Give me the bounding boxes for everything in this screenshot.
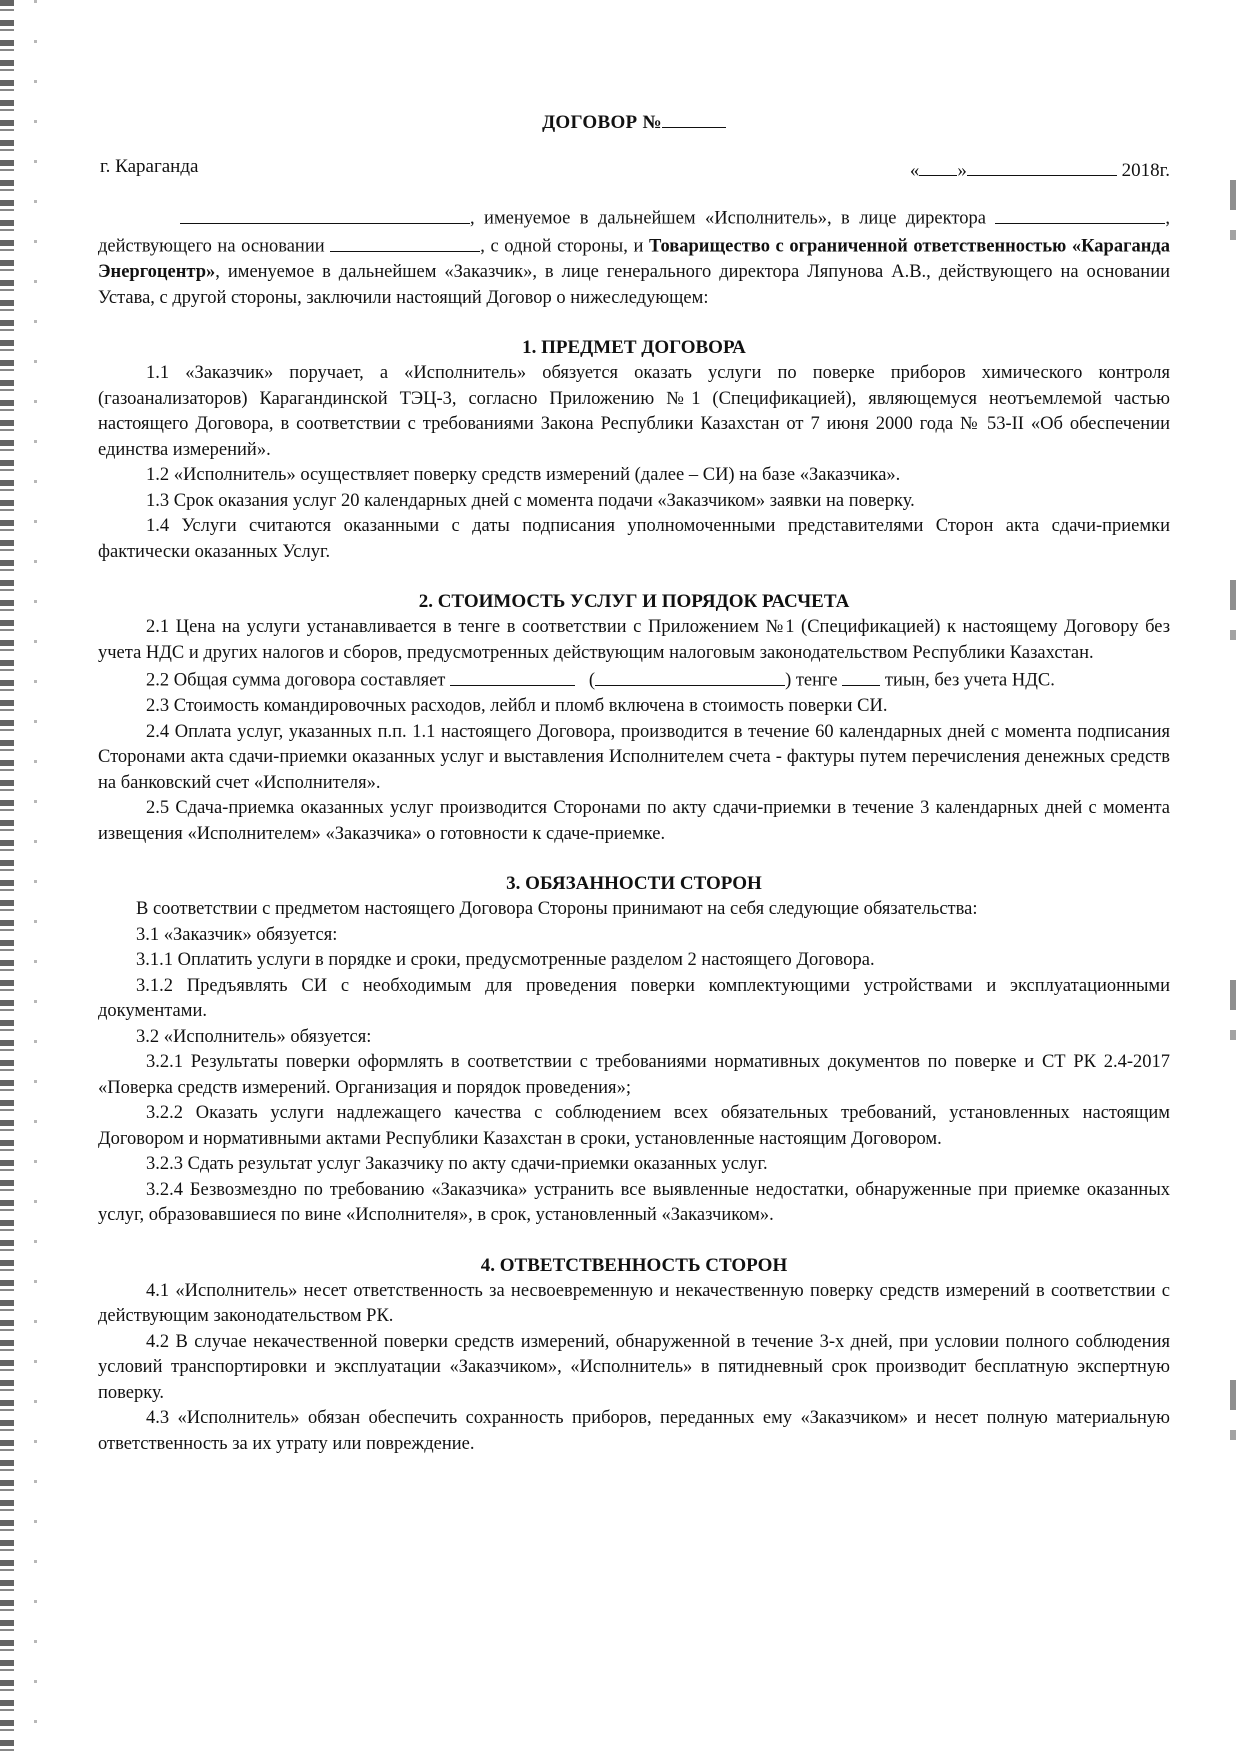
clause-2-2-text-a: 2.2 Общая сумма договора составляет [146,670,446,691]
total-amount-blank [450,666,575,686]
clause-2-2-open-paren: ( [588,670,596,691]
clause-4-2: 4.2 В случае некачественной поверки средств измерений, обнаруженной в течение 3-х дней, при условии полного соблюдения условий транспортировки и эксплуатации «Заказчиком», «Исполнитель» в пятидневный срок производит бесплатную экспертную поверку. [98,1331,1170,1403]
clause-3-2-1: 3.2.1 Результаты поверки оформлять в соответствии с требованиями нормативных документов по поверке и СТ РК 2.4-2017 «Поверка средств измерений. Организация и порядок проведения»; [98,1052,1170,1098]
contract-city: г. Караганда [100,156,199,177]
clause-2-3: 2.3 Стоимость командировочных расходов, лейбл и пломб включена в стоимость поверки СИ. [146,696,888,716]
date-year: 2018г. [1121,160,1170,181]
clause-3-2-2: 3.2.2 Оказать услуги надлежащего качества с соблюдением всех обязательных требований, установленных настоящим Договором и нормативными актами Республики Казахстан в сроки, установленные настоящим Договором. [98,1103,1170,1149]
section-3-intro: В соответствии с предметом настоящего Договора Стороны принимают на себя следующие обязательства: [136,899,978,919]
clause-1-1: 1.1 «Заказчик» поручает, а «Исполнитель» обязуется оказать услуги по поверке приборов химического контроля (газоанализаторов) Карагандинской ТЭЦ-3, согласно Приложению №1 (Спецификацией), являющемуся неотъемлемой частью настоящего Договора, в соответствии с требованиями Закона Республики Казахстан от 7 июня 2000 года № 53-II «Об обеспечении единства измерений». [98,363,1170,460]
month-blank [967,156,1117,176]
contract-header [98,156,1170,182]
date-open-quote: « [909,160,920,181]
contract-title-text: ДОГОВОР № [542,112,662,133]
preamble-part3: , с одной стороны, и [480,236,644,257]
tiyn-blank [842,666,880,686]
contract-date [910,156,1170,182]
clause-3-2: 3.2 «Исполнитель» обязуется: [136,1026,372,1047]
preamble-part4: , именуемое в дальнейшем «Заказчик», в лице генерального директора Ляпунова А.В., действующего на основании Устава, с другой стороны, заключили настоящий Договор о нижеследующем: [98,262,1170,308]
director-name-blank [995,204,1165,224]
amount-in-words-blank [595,666,785,686]
clause-2-1: 2.1 Цена на услуги устанавливается в тенге в соответствии с Приложением №1 (Спецификацией) к настоящему Договору без учета НДС и других налогов и сборов, предусмотренных действующим налоговым законодательством Республики Казахстан. [98,617,1170,663]
clause-1-2: 1.2 «Исполнитель» осуществляет поверку средств измерений (далее – СИ) на базе «Заказчика». [146,465,901,485]
scan-edge-artifact-right [1230,0,1236,1754]
clause-3-2-4: 3.2.4 Безвозмездно по требованию «Заказчика» устранить все выявленные недостатки, обнаруженные при приемке оказанных услуг, образовавшиеся по вине «Исполнителя», в срок, установленный «Заказчиком». [98,1179,1170,1225]
section-1-title: 1. ПРЕДМЕТ ДОГОВОРА [522,337,746,358]
scan-edge-artifact [0,0,14,1754]
clause-2-2 [98,666,1170,694]
clause-2-5: 2.5 Сдача-приемка оказанных услуг производится Сторонами по акту сдачи-приемки в течение 3 календарных дней с момента извещения «Исполнителем» «Заказчика» о готовности к сдаче-приемке. [98,798,1170,844]
clause-1-3: 1.3 Срок оказания услуг 20 календарных дней с момента подачи «Заказчиком» заявки на поверку. [146,490,915,511]
preamble [98,204,1170,311]
section-3-title: 3. ОБЯЗАННОСТИ СТОРОН [506,873,762,894]
clause-3-1: 3.1 «Заказчик» обязуется: [136,924,338,945]
customer-company-name: Товарищество с ограниченной ответственностью «Караганда Энергоцентр» [98,236,1170,282]
clause-1-4: 1.4 Услуги считаются оказанными с даты подписания уполномоченными представителями Сторон акта сдачи-приемки фактически оказанных Услуг. [98,516,1170,562]
contract-number-blank [662,108,726,128]
clause-3-1-2: 3.1.2 Предъявлять СИ с необходимым для проведения поверки комплектующими устройствами и эксплуатационными документами. [98,975,1170,1021]
preamble-part1: , именуемое в дальнейшем «Исполнитель», в лице директора [470,208,986,229]
section-2-title: 2. СТОИМОСТЬ УСЛУГ И ПОРЯДОК РАСЧЕТА [418,591,850,612]
clause-3-1-1: 3.1.1 Оплатить услуги в порядке и сроки, предусмотренные разделом 2 настоящего Договора. [136,950,875,970]
clause-4-1: 4.1 «Исполнитель» несет ответственность за несвоевременную и некачественную поверку средств измерений в соответствии с действующим законодательством РК. [98,1280,1170,1326]
date-close-quote: » [957,160,967,181]
clause-2-4: 2.4 Оплата услуг, указанных п.п. 1.1 настоящего Договора, производится в течение 60 календарных дней с момента подписания Сторонами акта сдачи-приемки оказанных услуг и выставления Исполнителем счета - фактуры путем перечисления денежных средств на банковский счет «Исполнителя». [98,721,1170,793]
executor-name-blank [180,204,470,224]
clause-2-2-text-c: ) тенге [785,670,838,691]
day-blank [919,156,957,176]
scan-edge-artifact-inner [34,0,37,1754]
clause-2-2-text-d: тиын, без учета НДС. [884,670,1055,691]
contract-title [98,108,1170,134]
section-4-title: 4. ОТВЕТСТВЕННОСТЬ СТОРОН [480,1254,788,1276]
clause-3-2-3: 3.2.3 Сдать результат услуг Заказчику по акту сдачи-приемки оказанных услуг. [146,1154,768,1174]
clause-4-3: 4.3 «Исполнитель» обязан обеспечить сохранность приборов, переданных ему «Заказчиком» и несет полную материальную ответственность за их утрату или повреждение. [98,1408,1170,1454]
preamble-part2: , действующего на основании [98,208,1171,257]
basis-blank [330,232,480,252]
